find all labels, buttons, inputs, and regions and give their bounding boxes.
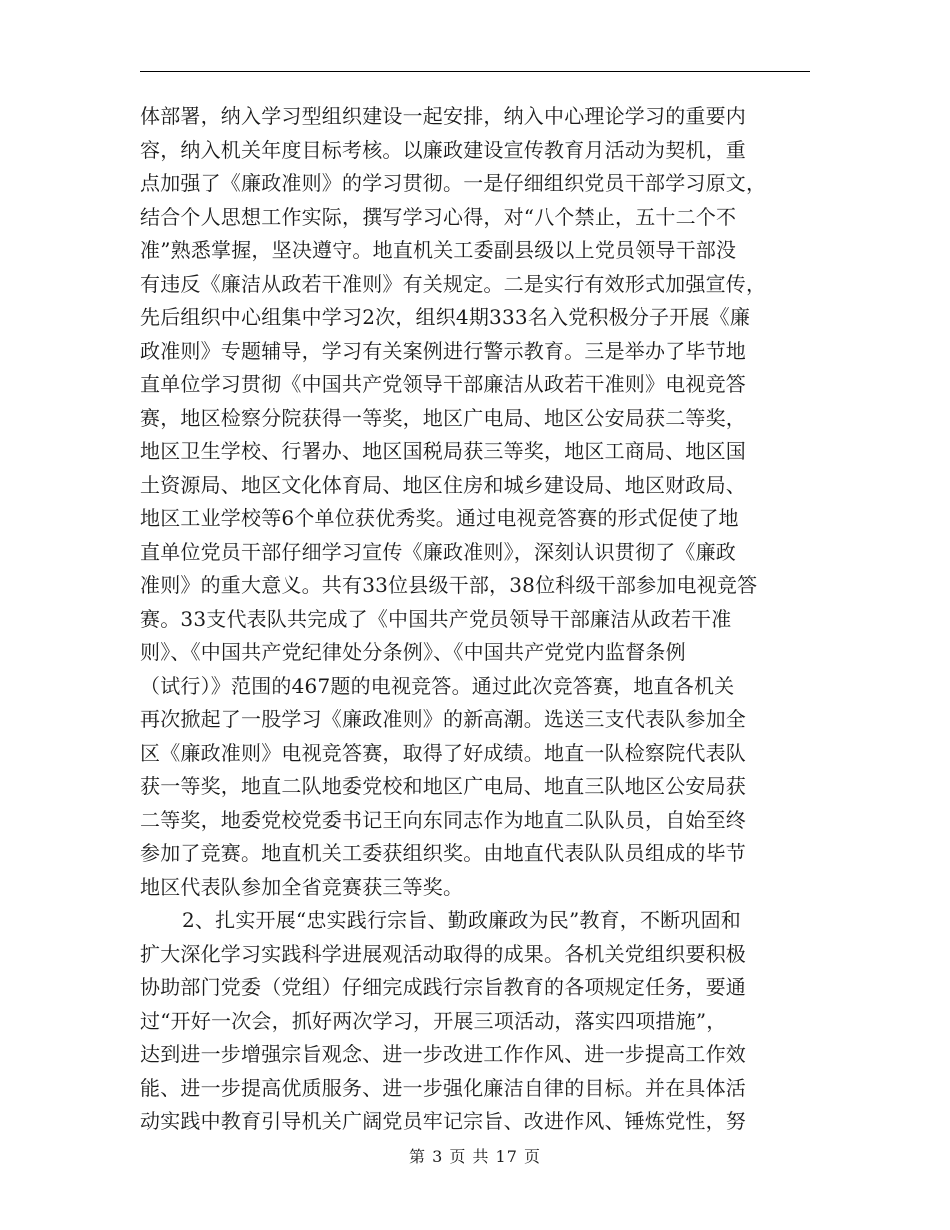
text-line: 地区卫生学校、行署办、地区国税局获三等奖，地区工商局、地区国 bbox=[140, 439, 746, 463]
text-line: 地区工业学校等6个单位获优秀奖。通过电视竞答赛的形式促使了地 bbox=[140, 506, 739, 530]
text-line: 结合个人思想工作实际，撰写学习心得，对“八个禁止，五十二个不 bbox=[140, 204, 737, 229]
text-line: 先后组织中心组集中学习2次，组织4期333名入党积极分子开展《廉 bbox=[140, 305, 751, 329]
header-rule bbox=[140, 71, 810, 72]
text-line: 动实践中教育引导机关广阔党员牢记宗旨、改进作风、锤炼党性，努 bbox=[140, 1109, 746, 1133]
page-number-footer: 第 3 页 共 17 页 bbox=[409, 1147, 541, 1166]
text-line: 则》、《中国共产党纪律处分条例》、《中国共产党党内监督条例 bbox=[140, 640, 686, 664]
text-line: 有违反《廉洁从政若干准则》有关规定。二是实行有效形式加强宣传， bbox=[140, 271, 767, 296]
text-line: 过“开好一次会，抓好两次学习，开展三项活动，落实四项措施”， bbox=[140, 1008, 727, 1033]
text-line: 获一等奖，地直二队地委党校和地区广电局、地直三队地区公安局获 bbox=[140, 774, 746, 798]
text-line: 赛，地区检察分院获得一等奖，地区广电局、地区公安局获二等奖， bbox=[140, 405, 746, 430]
text-line: 准”熟悉掌握，坚决遵守。地直机关工委副县级以上党员领导干部没 bbox=[140, 238, 737, 262]
text-line: 土资源局、地区文化体育局、地区住房和城乡建设局、地区财政局、 bbox=[140, 472, 746, 497]
text-line: 区《廉政准则》电视竞答赛，取得了好成绩。地直一队检察院代表队 bbox=[140, 740, 746, 765]
body-text bbox=[140, 100, 810, 1139]
text-line: 赛。33支代表队共完成了《中国共产党员领导干部廉洁从政若干准 bbox=[140, 606, 732, 631]
text-line: 直单位学习贯彻《中国共产党领导干部廉洁从政若干准则》电视竞答 bbox=[140, 372, 746, 396]
text-line: 容，纳入机关年度目标考核。以廉政建设宣传教育月活动为契机，重 bbox=[140, 137, 746, 162]
text-line: 协助部门党委（党组）仔细完成践行宗旨教育的各项规定任务，要通 bbox=[140, 975, 746, 999]
text-line: （试行）》范围的467题的电视竞答。通过此次竞答赛，地直各机关 bbox=[140, 673, 735, 698]
text-line: 政准则》专题辅导，学习有关案例进行警示教育。三是举办了毕节地 bbox=[140, 338, 746, 363]
text-line: 再次掀起了一股学习《廉政准则》的新高潮。选送三支代表队参加全 bbox=[140, 707, 746, 731]
text-line: 点加强了《廉政准则》的学习贯彻。一是仔细组织党员干部学习原文， bbox=[140, 171, 767, 195]
paragraph-start-line: 2、扎实开展“忠实践行宗旨、勤政廉政为民”教育，不断巩固和 bbox=[182, 908, 741, 932]
text-line: 地区代表队参加全省竞赛获三等奖。 bbox=[140, 874, 464, 899]
text-line: 体部署，纳入学习型组织建设一起安排，纳入中心理论学习的重要内 bbox=[140, 104, 746, 128]
text-line: 能、进一步提高优质服务、进一步强化廉洁自律的目标。并在具体活 bbox=[140, 1075, 746, 1100]
text-line: 参加了竞赛。地直机关工委获组织奖。由地直代表队队员组成的毕节 bbox=[140, 841, 746, 865]
text-line: 二等奖，地委党校党委书记王向东同志作为地直二队队员，自始至终 bbox=[140, 807, 746, 832]
text-line: 扩大深化学习实践科学进展观活动取得的成果。各机关党组织要积极 bbox=[140, 941, 746, 966]
text-line: 达到进一步增强宗旨观念、进一步改进工作作风、进一步提高工作效 bbox=[140, 1042, 746, 1066]
text-line: 准则》的重大意义。共有33位县级干部，38位科级干部参加电视竞答 bbox=[140, 573, 758, 597]
text-line: 直单位党员干部仔细学习宣传《廉政准则》，深刻认识贯彻了《廉政 bbox=[140, 539, 736, 564]
